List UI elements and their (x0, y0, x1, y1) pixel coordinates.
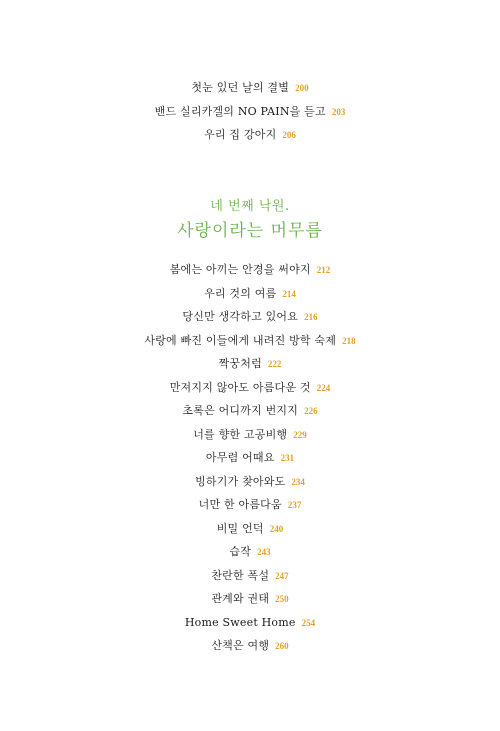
toc-entry-title: 봄에는 아끼는 안경을 써야지 (169, 263, 311, 276)
toc-entry-page: 234 (291, 476, 305, 487)
toc-entry-title: 너를 향한 고공비행 (193, 427, 288, 441)
toc-entry[interactable] (0, 611, 500, 635)
toc-entry-title: 만져지지 않아도 아름다운 것 (169, 380, 311, 394)
toc-entry-title: 너만 한 아름다움 (198, 498, 282, 511)
part-label: 네 번째 낙원. (210, 199, 290, 214)
toc-entry-title: 산책은 여행 (211, 639, 270, 652)
toc-entry[interactable] (0, 329, 500, 353)
toc-entry[interactable] (0, 423, 500, 447)
toc-entry-title: 빙하기가 찾아와도 (195, 474, 286, 488)
toc-entry[interactable] (0, 282, 500, 306)
toc-entry-title: 우리 것의 여름 (204, 286, 277, 300)
toc-entry-title: 습작 (229, 545, 252, 558)
toc-entry[interactable] (0, 517, 500, 541)
toc-entry[interactable] (0, 100, 500, 124)
toc-entry-title: 당신만 생각하고 있어요 (182, 310, 299, 323)
toc-entry-page: 214 (282, 288, 296, 299)
toc-entry-page: 243 (257, 547, 271, 557)
toc-entry-title: 초록은 어디까지 번지지 (182, 404, 299, 417)
part-heading (0, 198, 500, 243)
toc-entry[interactable] (0, 305, 500, 329)
toc-entry-page: 200 (295, 83, 309, 93)
toc-entry-page: 240 (269, 523, 284, 534)
toc-entry[interactable] (0, 258, 500, 282)
toc-entry[interactable] (0, 564, 500, 588)
toc-entry-page: 224 (316, 382, 331, 393)
toc-previous-section-list (0, 76, 500, 147)
toc-entry-page: 226 (304, 406, 318, 416)
toc-entry[interactable] (0, 352, 500, 376)
toc-entry[interactable] (0, 634, 500, 658)
toc-entry[interactable] (0, 446, 500, 470)
toc-entry-title: 우리 집 강아지 (204, 128, 277, 141)
toc-entry[interactable] (0, 376, 500, 400)
toc-section-list (0, 258, 500, 658)
toc-entry-title: 첫눈 있던 날의 결별 (191, 81, 290, 94)
toc-entry-page: 206 (282, 130, 296, 140)
toc-entry-page: 218 (342, 335, 356, 346)
toc-entry-title: 밴드 실리카겔의 NO PAIN을 듣고 (154, 104, 326, 118)
toc-entry[interactable] (0, 76, 500, 100)
toc-entry[interactable] (0, 540, 500, 564)
part-title: 사랑이라는 머무름 (177, 221, 323, 241)
toc-entry-page: 247 (275, 570, 289, 581)
toc-entry-page: 254 (301, 617, 316, 628)
toc-entry-title: 사랑에 빠진 이들에게 내려진 방학 숙제 (144, 333, 337, 347)
toc-entry[interactable] (0, 399, 500, 423)
toc-entry-page: 250 (275, 594, 289, 604)
toc-entry-page: 237 (287, 500, 302, 510)
toc-entry[interactable] (0, 493, 500, 517)
toc-entry-page: 231 (280, 453, 295, 463)
toc-entry-title: Home Sweet Home (184, 615, 296, 629)
toc-entry-page: 212 (316, 265, 331, 275)
toc-entry-title: 아무렴 어때요 (205, 451, 275, 464)
toc-entry-page: 216 (304, 312, 318, 322)
toc-entry-page: 203 (331, 106, 346, 117)
toc-entry-page: 222 (267, 359, 282, 369)
toc-entry-title: 짝꿍처럼 (218, 357, 262, 370)
toc-entry-title: 관계와 권태 (211, 592, 270, 605)
toc-entry[interactable] (0, 123, 500, 147)
toc-entry-page: 229 (293, 429, 307, 440)
toc-entry-title: 찬란한 폭설 (211, 568, 270, 582)
toc-entry[interactable] (0, 587, 500, 611)
toc-entry[interactable] (0, 470, 500, 494)
toc-entry-page: 260 (275, 641, 289, 651)
toc-entry-title: 비밀 언덕 (216, 521, 264, 535)
